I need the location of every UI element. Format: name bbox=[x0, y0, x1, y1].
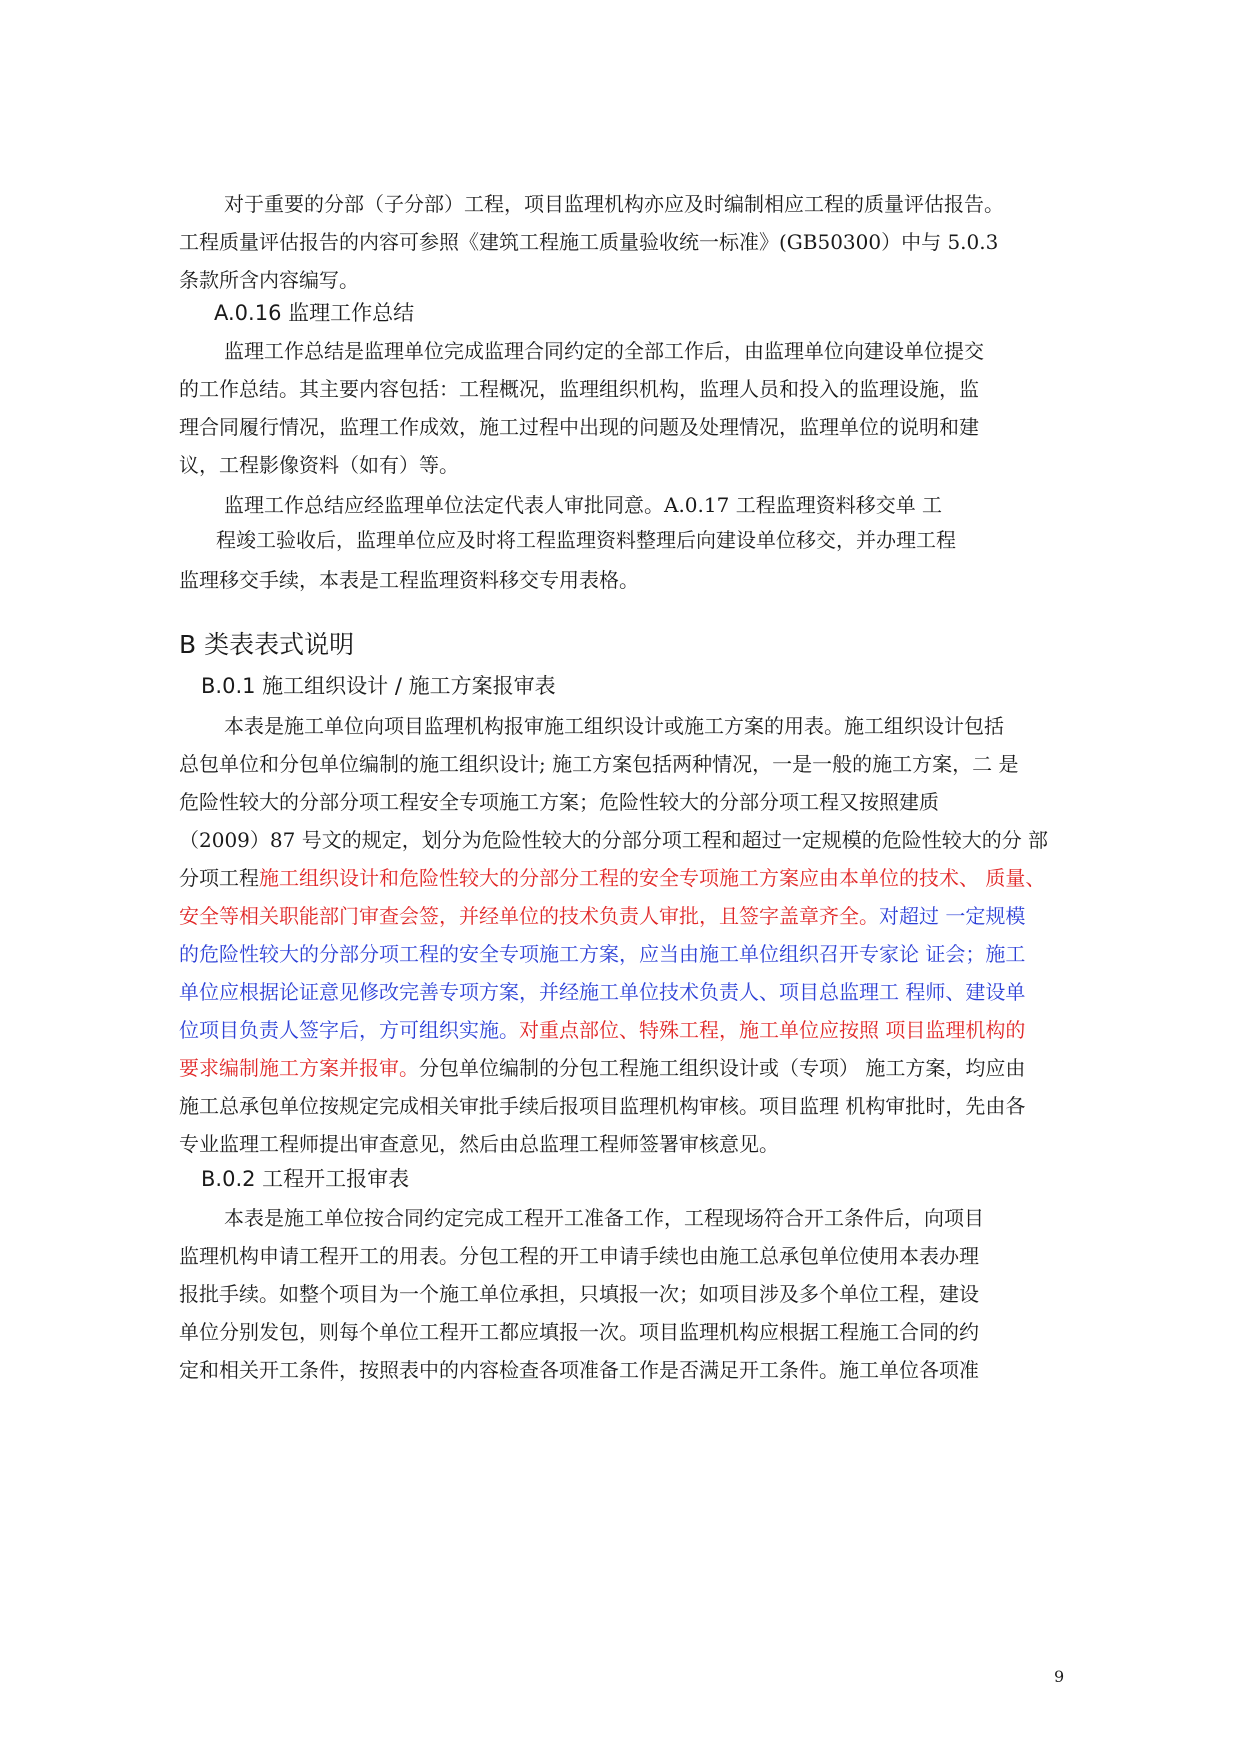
section-heading-b01: B.0.1 施工组织设计 / 施工方案报审表 bbox=[201, 674, 556, 698]
paragraph-line: 议，工程影像资料（如有）等。 bbox=[179, 453, 459, 477]
paragraph-line: 监理工作总结是监理单位完成监理合同约定的全部工作后，由监理单位向建设单位提交 bbox=[224, 339, 984, 363]
paragraph-line: 危险性较大的分部分项工程安全专项施工方案；危险性较大的分部分项工程又按照建质 bbox=[179, 790, 939, 814]
normal-text: 分包单位编制的分包工程施工组织设计或（专项） 施工方案，均应由 bbox=[419, 1056, 1026, 1080]
paragraph-line: 工程质量评估报告的内容可参照《建筑工程施工质量验收统一标准》(GB50300）中与 5.0.3 bbox=[179, 230, 999, 254]
highlighted-text-red: 要求编制施工方案并报审。 bbox=[179, 1056, 419, 1080]
paragraph-line bbox=[179, 1017, 1025, 1043]
page-number: 9 bbox=[1054, 1667, 1065, 1686]
paragraph-line: 程竣工验收后，监理单位应及时将工程监理资料整理后向建设单位移交，并办理工程 bbox=[216, 528, 956, 552]
paragraph-line: 的工作总结。其主要内容包括：工程概况，监理组织机构，监理人员和投入的监理设施，监 bbox=[179, 377, 979, 401]
paragraph-line: 定和相关开工条件，按照表中的内容检查各项准备工作是否满足开工条件。施工单位各项准 bbox=[179, 1358, 979, 1382]
section-heading-a016: A.0.16 监理工作总结 bbox=[214, 301, 415, 325]
paragraph-line: 本表是施工单位按合同约定完成工程开工准备工作，工程现场符合开工条件后，向项目 bbox=[224, 1206, 984, 1230]
highlighted-text-red: 施工组织设计和危险性较大的分部分工程的安全专项施工方案应由本单位的技术、 质量、 bbox=[259, 866, 1046, 890]
paragraph-line: 的危险性较大的分部分项工程的安全专项施工方案，应当由施工单位组织召开专家论 证会；施工 bbox=[179, 942, 1026, 966]
paragraph-line: 单位分别发包，则每个单位工程开工都应填报一次。项目监理机构应根据工程施工合同的约 bbox=[179, 1320, 979, 1344]
chapter-heading-b: B 类表表式说明 bbox=[179, 630, 355, 659]
highlighted-text-red: 对重点部位、特殊工程，施工单位应按照 项目监理机构的 bbox=[519, 1018, 1026, 1042]
paragraph-line: 条款所含内容编写。 bbox=[179, 268, 359, 292]
paragraph-line: 单位应根据论证意见修改完善专项方案，并经施工单位技术负责人、项目总监理工 程师、建设单 bbox=[179, 980, 1026, 1004]
highlighted-text-blue: 对超过 一定规模 bbox=[879, 904, 1026, 928]
paragraph-line: 监理移交手续，本表是工程监理资料移交专用表格。 bbox=[179, 568, 639, 592]
paragraph-line: 理合同履行情况，监理工作成效，施工过程中出现的问题及处理情况，监理单位的说明和建 bbox=[179, 415, 979, 439]
paragraph-line: 专业监理工程师提出审查意见，然后由总监理工程师签署审核意见。 bbox=[179, 1132, 779, 1156]
paragraph-line: 监理工作总结应经监理单位法定代表人审批同意。A.0.17 工程监理资料移交单 工 bbox=[224, 493, 943, 517]
paragraph-line bbox=[179, 865, 1045, 891]
paragraph-line: 报批手续。如整个项目为一个施工单位承担，只填报一次；如项目涉及多个单位工程，建设 bbox=[179, 1282, 979, 1306]
paragraph-line bbox=[179, 1055, 1025, 1081]
paragraph-line: 施工总承包单位按规定完成相关审批手续后报项目监理机构审核。项目监理 机构审批时，先由各 bbox=[179, 1094, 1026, 1118]
paragraph-line: （2009）87 号文的规定，划分为危险性较大的分部分项工程和超过一定规模的危险性较大的分 部 bbox=[179, 828, 1049, 852]
paragraph-line: 监理机构申请工程开工的用表。分包工程的开工申请手续也由施工总承包单位使用本表办理 bbox=[179, 1244, 979, 1268]
paragraph-line: 总包单位和分包单位编制的施工组织设计; 施工方案包括两种情况，一是一般的施工方案，二 是 bbox=[179, 752, 1019, 776]
highlighted-text-red: 安全等相关职能部门审查会签，并经单位的技术负责人审批，且签字盖章齐全。 bbox=[179, 904, 879, 928]
paragraph-line: 本表是施工单位向项目监理机构报审施工组织设计或施工方案的用表。施工组织设计包括 bbox=[224, 714, 1004, 738]
normal-text: 分项工程 bbox=[179, 866, 259, 890]
highlighted-text-blue: 位项目负责人签字后，方可组织实施。 bbox=[179, 1018, 519, 1042]
paragraph-line bbox=[179, 903, 1025, 929]
section-heading-b02: B.0.2 工程开工报审表 bbox=[201, 1167, 410, 1191]
paragraph-line: 对于重要的分部（子分部）工程，项目监理机构亦应及时编制相应工程的质量评估报告。 bbox=[224, 192, 1004, 216]
